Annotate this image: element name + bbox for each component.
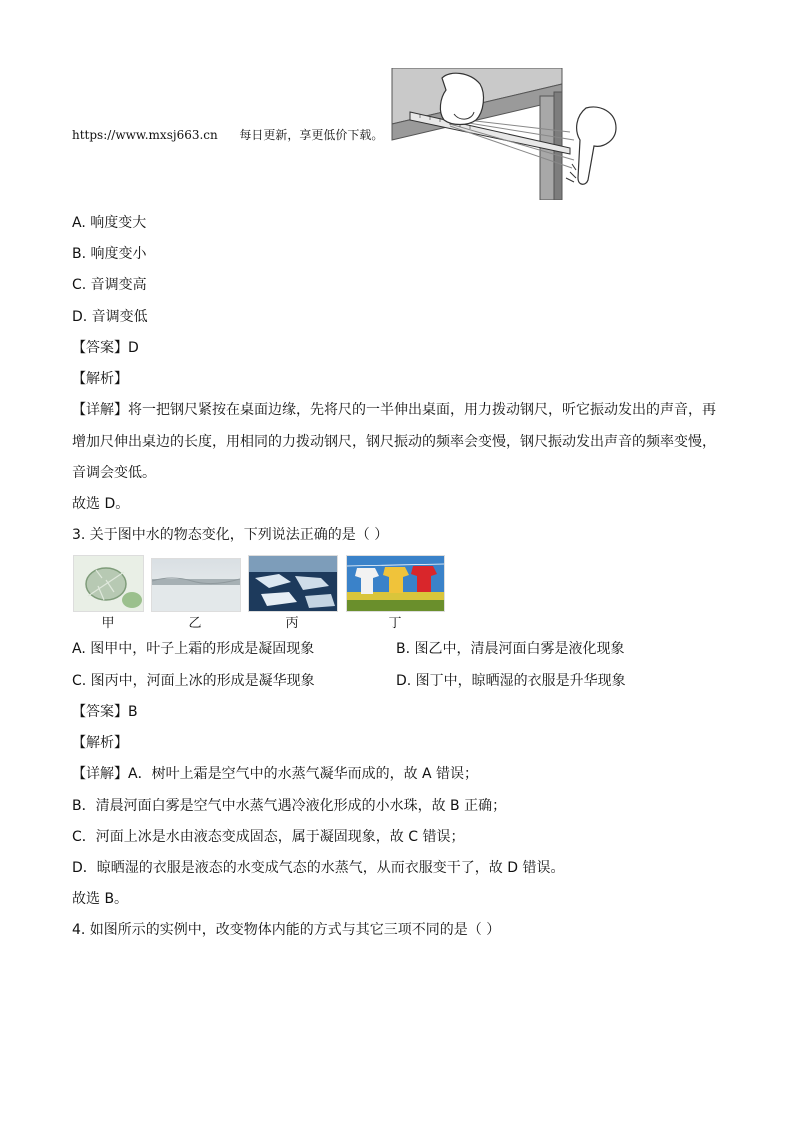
update-notice: 每日更新，享更低价下载。 — [239, 128, 384, 142]
photo-jia-frost-leaf — [73, 555, 144, 612]
q4-question: 4. 如图所示的实例中，改变物体内能的方式与其它三项不同的是（ ） — [72, 922, 501, 938]
pressing-hand — [440, 73, 483, 124]
photo-yi-river-fog — [151, 558, 241, 612]
q3-conclusion: 故选 B。 — [72, 891, 129, 907]
q2-option-c: C. 音调变高 — [72, 277, 147, 293]
q3-detail-line-1: 【详解】A．树叶上霜是空气中的水蒸气凝华而成的，故 A 错误； — [72, 766, 479, 782]
photo-ding-drying-clothes — [346, 555, 445, 612]
q3-detail-line-2: B．清晨河面白雾是空气中水蒸气遇冷液化形成的小水珠，故 B 正确； — [72, 798, 507, 814]
q2-detail-line-3: 音调会变低。 — [72, 465, 156, 481]
q3-answer: 【答案】B — [72, 704, 138, 720]
q3-option-a: A. 图甲中，叶子上霜的形成是凝固现象 — [72, 641, 315, 657]
q3-question: 3. 关于图中水的物态变化，下列说法正确的是（ ） — [72, 527, 389, 543]
q2-option-a: A. 响度变大 — [72, 215, 147, 231]
caption-jia: 甲 — [101, 616, 115, 631]
q3-detail-line-4: D．晾晒湿的衣服是液态的水变成气态的水蒸气，从而衣服变干了，故 D 错误。 — [72, 860, 565, 876]
q2-option-d: D. 音调变低 — [72, 309, 148, 325]
q2-conclusion: 故选 D。 — [72, 496, 130, 512]
q2-detail-line-2: 增加尺伸出桌边的长度，用相同的力拨动钢尺，钢尺振动的频率会变慢，钢尺振动发出声音的频率变慢， — [72, 434, 716, 450]
q3-option-c: C. 图丙中，河面上冰的形成是凝华现象 — [72, 673, 315, 689]
q3-detail-line-3: C．河面上冰是水由液态变成固态，属于凝固现象，故 C 错误； — [72, 829, 465, 845]
q2-answer: 【答案】D — [72, 340, 139, 356]
photo-bing-river-ice — [248, 555, 338, 612]
caption-yi: 乙 — [188, 616, 202, 631]
q3-option-d: D. 图丁中，晾晒湿的衣服是升华现象 — [396, 673, 626, 689]
q2-analysis-label: 【解析】 — [72, 371, 128, 387]
q3-option-b: B. 图乙中，清晨河面白雾是液化现象 — [396, 641, 625, 657]
caption-ding: 丁 — [388, 616, 402, 631]
caption-bing: 丙 — [285, 616, 299, 631]
source-url[interactable]: https://www.mxsj663.cn — [72, 128, 218, 142]
plucking-hand — [577, 107, 616, 184]
ruler-experiment-illustration — [390, 68, 620, 200]
q3-analysis-label: 【解析】 — [72, 735, 128, 751]
q2-option-b: B. 响度变小 — [72, 246, 147, 262]
header-line — [72, 126, 383, 144]
q2-detail-line-1: 【详解】将一把钢尺紧按在桌面边缘，先将尺的一半伸出桌面，用力拨动钢尺，听它振动发出的声音，再 — [72, 402, 716, 418]
